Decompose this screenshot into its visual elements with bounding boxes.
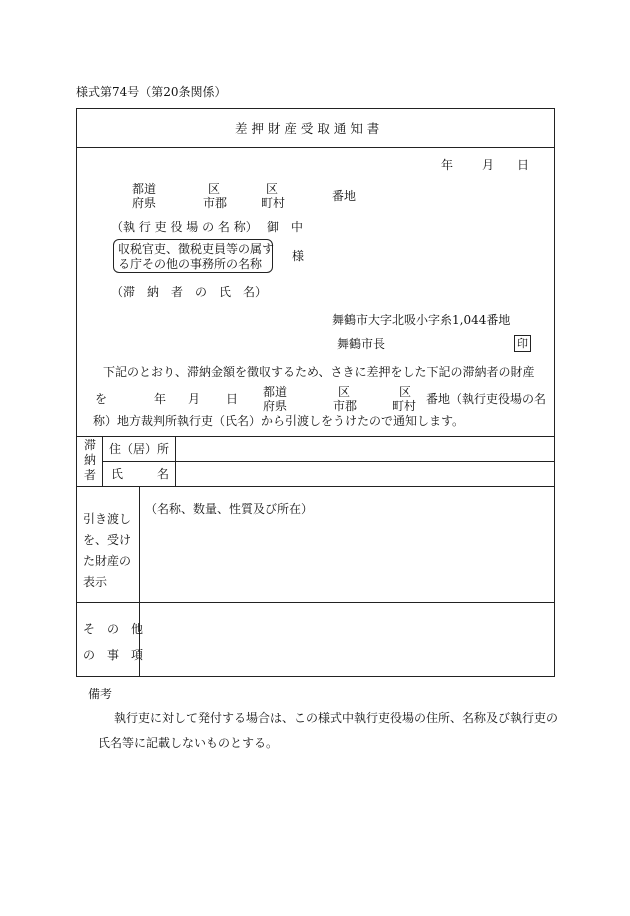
sama-text: 様 [292,249,305,263]
name-label-1: 氏 [111,467,124,481]
body-wo: を [95,392,108,406]
official-office-line-1: 収税官吏、徴税吏員等の属す [118,242,275,256]
name-row-bottom [77,486,554,487]
remarks-line-2: 氏名等に記載しないものとする。 [98,736,279,750]
other-label-1: そ の 他 [83,622,144,636]
official-office-line-2: る庁その他の事務所の名称 [118,257,263,271]
date-year: 年 [441,158,454,172]
form-number-label: 様式第74号（第20条関係） [76,85,227,99]
delinquent-v-1: 滞 [84,438,97,452]
body-shigun: 市郡 [333,399,358,413]
body-ku-2: 区 [399,385,412,399]
property-hint: （名称、数量、性質及び所在） [145,502,314,516]
seal-mark: 印 [514,335,531,352]
address-row-divider [102,461,554,462]
body-banchi-tail: 番地（執行吏役場の名 [426,392,547,406]
property-label-2: を、受け [83,533,132,547]
addressee-shigun: 市郡 [203,196,228,210]
sender-title: 舞鶴市長 [337,337,386,351]
sender-address: 舞鶴市大字北吸小字糸1,044番地 [332,313,511,327]
address-label: 住（居）所 [109,442,170,456]
table-top-line [77,436,554,437]
addressee-ku-2: 区 [266,182,279,196]
body-chouson: 町村 [392,399,417,413]
name-label-2: 名 [157,467,170,481]
delinquent-v-3: 者 [84,468,97,482]
body-year: 年 [154,392,167,406]
delinquent-name-placeholder: （滞 納 者 の 氏 名） [111,285,268,299]
other-label-2: の 事 項 [83,648,144,662]
document-title: 差 押 財 産 受 取 通 知 書 [235,121,380,136]
other-row-divider [77,602,554,603]
body-line-1: 下記のとおり、滞納金額を徴収するため、さきに差押をした下記の滞納者の財産 [103,365,535,379]
body-todofuken-top: 都道 [263,385,288,399]
addressee-todofuken-bottom: 府県 [132,196,157,210]
body-line-3: 称）地方裁判所執行吏（氏名）から引渡しをうけたので通知します。 [93,414,465,428]
property-label-3: た財産の [83,554,132,568]
addressee-banchi: 番地 [332,189,357,203]
body-ku: 区 [338,385,351,399]
addressee-ku: 区 [208,182,221,196]
addressee-todofuken-top: 都道 [132,182,157,196]
enforcer-office-name: （執 行 吏 役 場 の 名 称） [111,220,258,234]
title-divider [77,147,554,148]
date-month: 月 [482,158,495,172]
remarks-line-1: 執行吏に対して発付する場合は、この様式中執行吏役場の住所、名称及び執行吏の [114,711,559,725]
onchu-text: 御 中 [267,220,304,234]
remarks-heading: 備考 [88,687,113,701]
addressee-chouson: 町村 [261,196,286,210]
property-label-4: 表示 [83,575,108,589]
date-day: 日 [517,158,530,172]
property-label-1: 引き渡し [83,512,132,526]
body-month: 月 [188,392,201,406]
body-day: 日 [226,392,239,406]
delinquent-v-2: 納 [84,453,97,467]
body-todofuken-bottom: 府県 [263,399,288,413]
notice-form [76,108,555,677]
